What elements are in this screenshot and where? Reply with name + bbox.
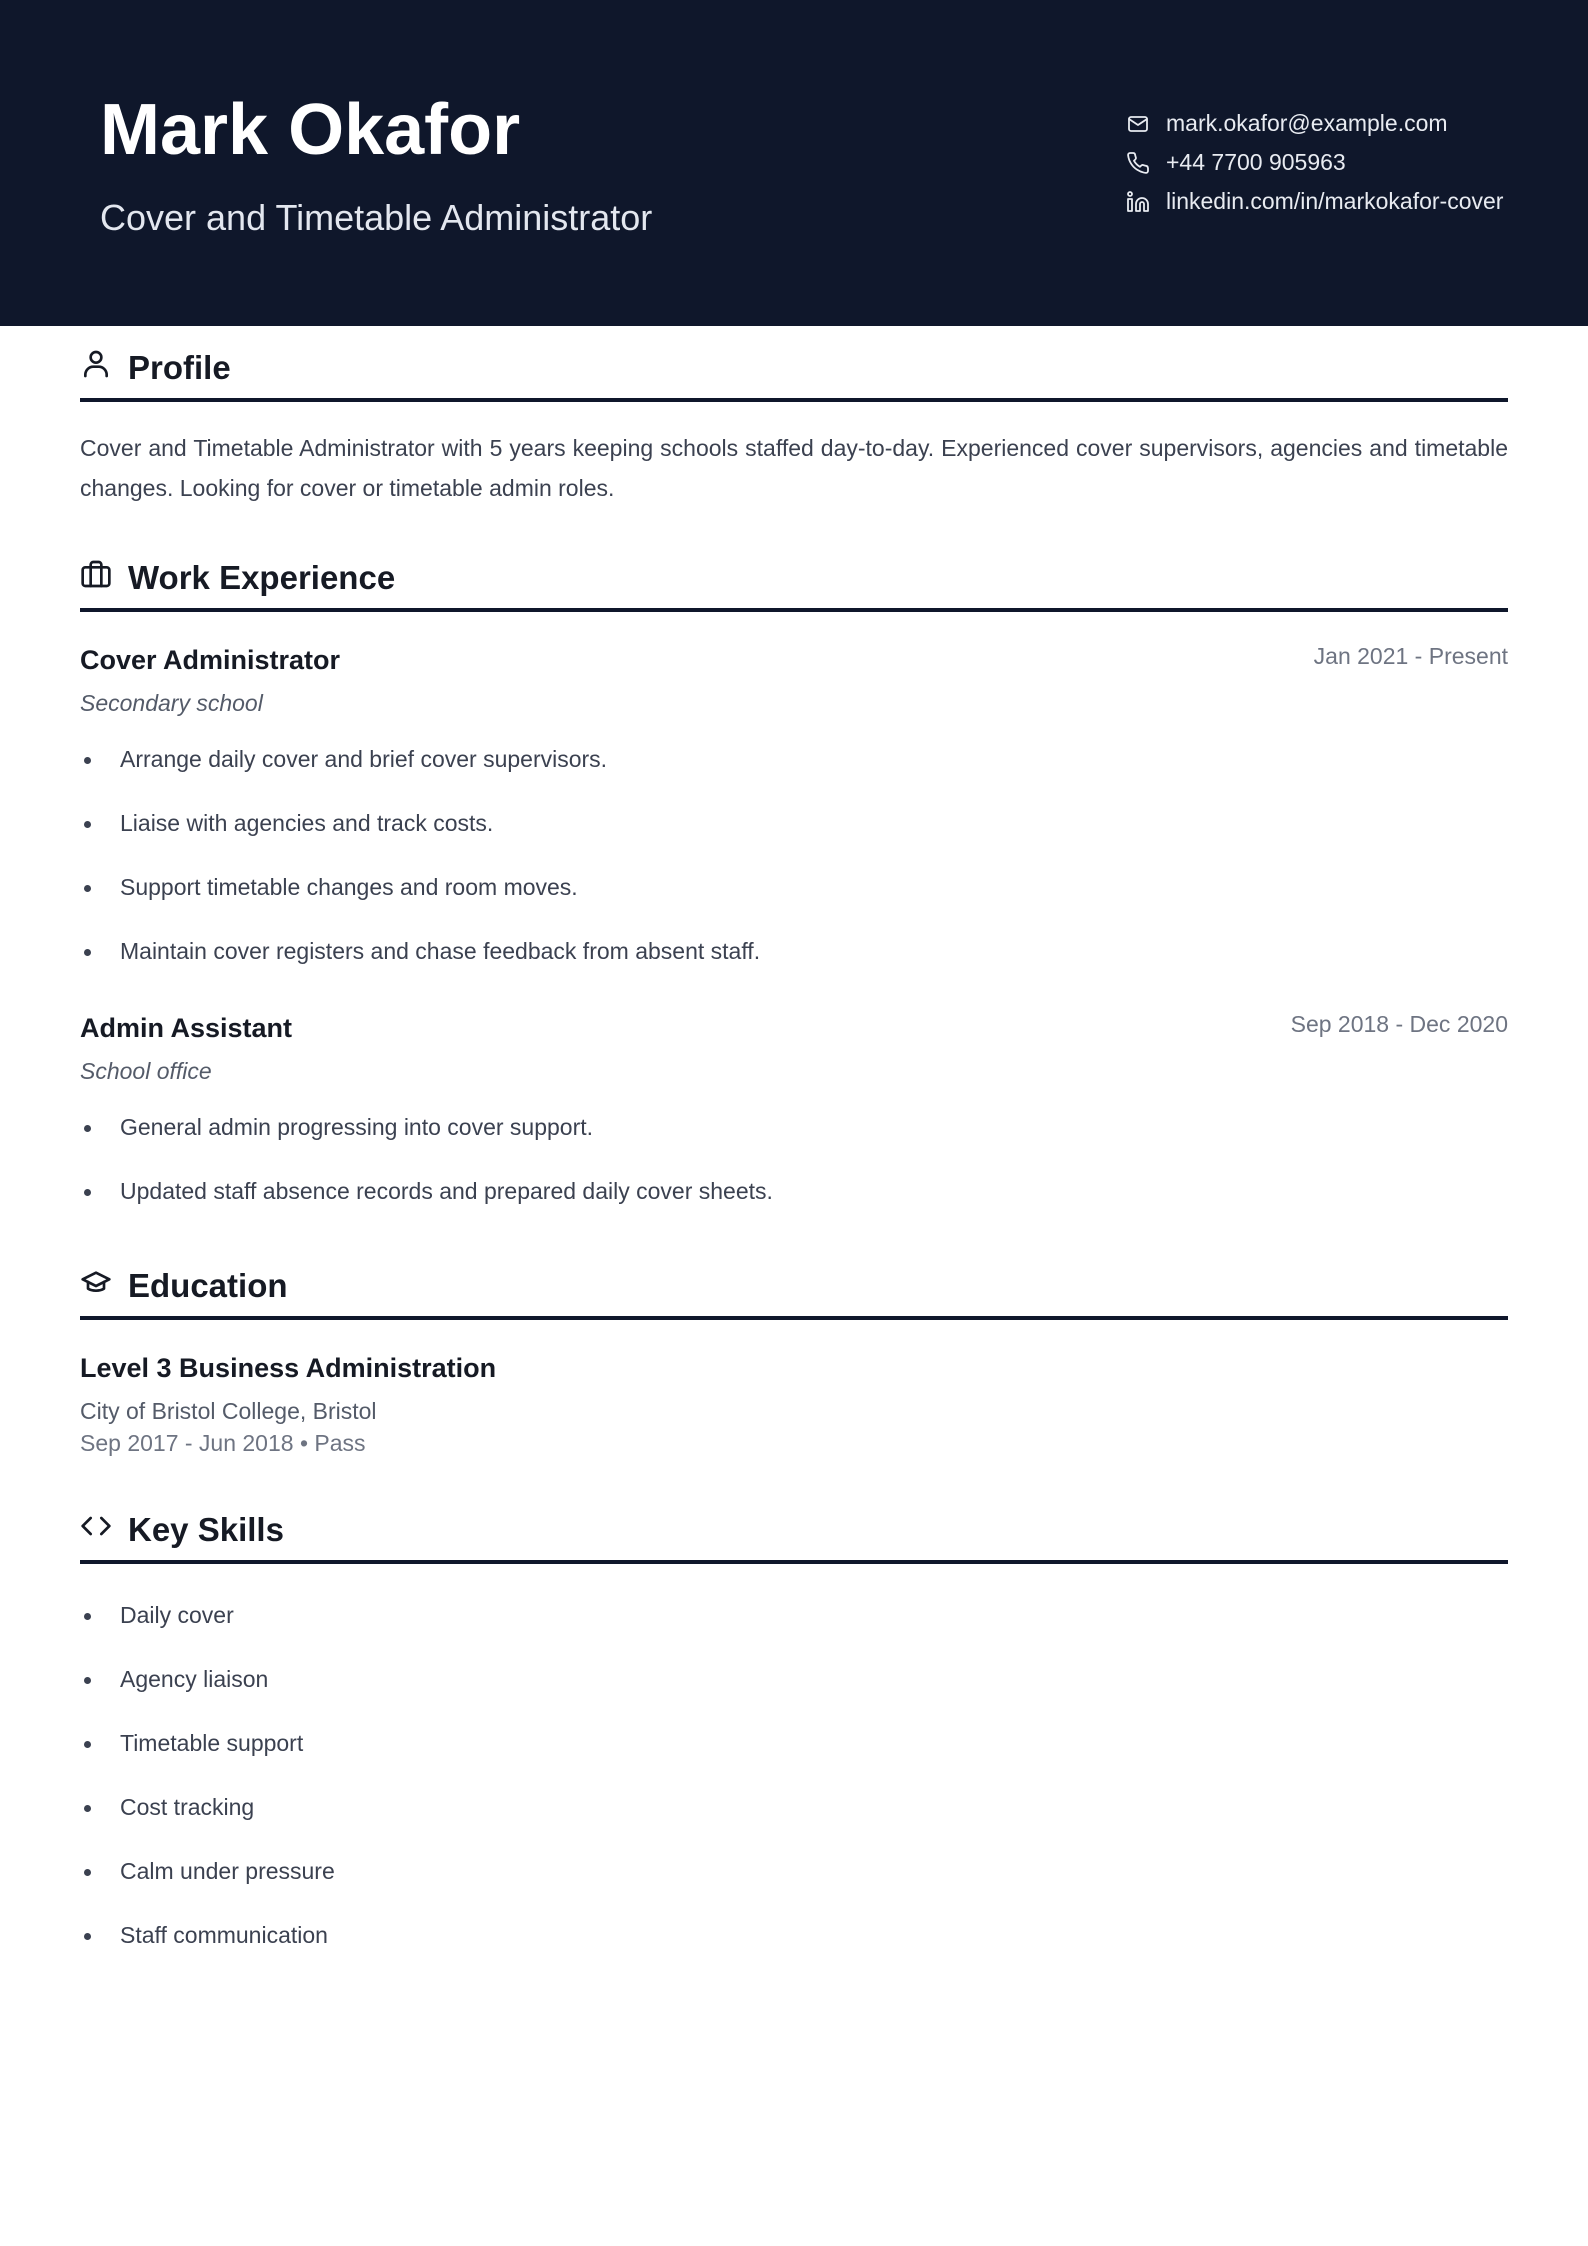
job-organisation: Secondary school [80, 690, 263, 716]
list-item: Support timetable changes and room moves. [80, 872, 760, 936]
skills-heading: Key Skills [128, 1511, 284, 1548]
job-organisation: School office [80, 1058, 212, 1084]
contact-email-text: mark.okafor@example.com [1166, 110, 1448, 136]
contact-linkedin[interactable] [1126, 182, 1503, 221]
list-item: Calm under pressure [80, 1856, 335, 1920]
code-icon [80, 1510, 112, 1542]
contact-phone[interactable] [1126, 143, 1503, 182]
education-heading: Education [128, 1267, 288, 1304]
list-item: Daily cover [80, 1600, 335, 1664]
skills-section-heading [80, 1510, 1508, 1564]
list-item: Liaise with agencies and track costs. [80, 808, 760, 872]
linkedin-icon [1126, 190, 1150, 214]
profile-summary: Cover and Timetable Administrator with 5 years keeping schools staffed day-to-day. Experienced cover supervisors, agencies and timetable changes. Looking for cover or timetable admin roles. [80, 435, 1508, 501]
skills-list [80, 1600, 335, 1984]
mail-icon [1126, 112, 1150, 136]
education-degree: Level 3 Business Administration [80, 1353, 497, 1383]
job-bullet-list [80, 1112, 773, 1240]
list-item: Timetable support [80, 1728, 335, 1792]
job-role: Admin Assistant [80, 1013, 293, 1043]
user-icon [80, 348, 112, 380]
list-item: Arrange daily cover and brief cover supervisors. [80, 744, 760, 808]
experience-heading: Work Experience [128, 559, 396, 596]
resume-header [0, 0, 1588, 326]
candidate-title: Cover and Timetable Administrator [100, 197, 653, 238]
list-item: General admin progressing into cover support. [80, 1112, 773, 1176]
phone-icon [1126, 151, 1150, 175]
profile-section-heading [80, 348, 1508, 402]
graduation-cap-icon [80, 1266, 112, 1298]
list-item: Agency liaison [80, 1664, 335, 1728]
experience-section-heading [80, 558, 1508, 612]
contact-list [1126, 104, 1503, 221]
contact-email[interactable] [1126, 104, 1503, 143]
job-dates: Sep 2018 - Dec 2020 [1290, 1011, 1508, 1037]
profile-heading: Profile [128, 349, 231, 386]
briefcase-icon [80, 558, 112, 590]
list-item: Updated staff absence records and prepared daily cover sheets. [80, 1176, 773, 1240]
contact-linkedin-text: linkedin.com/in/markokafor-cover [1166, 188, 1504, 214]
education-section-heading [80, 1266, 1508, 1320]
list-item: Cost tracking [80, 1792, 335, 1856]
list-item: Staff communication [80, 1920, 335, 1984]
job-bullet-list [80, 744, 760, 1000]
candidate-name: Mark Okafor [100, 90, 521, 170]
job-role: Cover Administrator [80, 645, 341, 675]
job-dates: Jan 2021 - Present [1313, 643, 1508, 669]
education-dates-grade: Sep 2017 - Jun 2018 • Pass [80, 1430, 366, 1456]
contact-phone-text: +44 7700 905963 [1166, 149, 1346, 175]
list-item: Maintain cover registers and chase feedback from absent staff. [80, 936, 760, 1000]
education-school: City of Bristol College, Bristol [80, 1398, 377, 1424]
